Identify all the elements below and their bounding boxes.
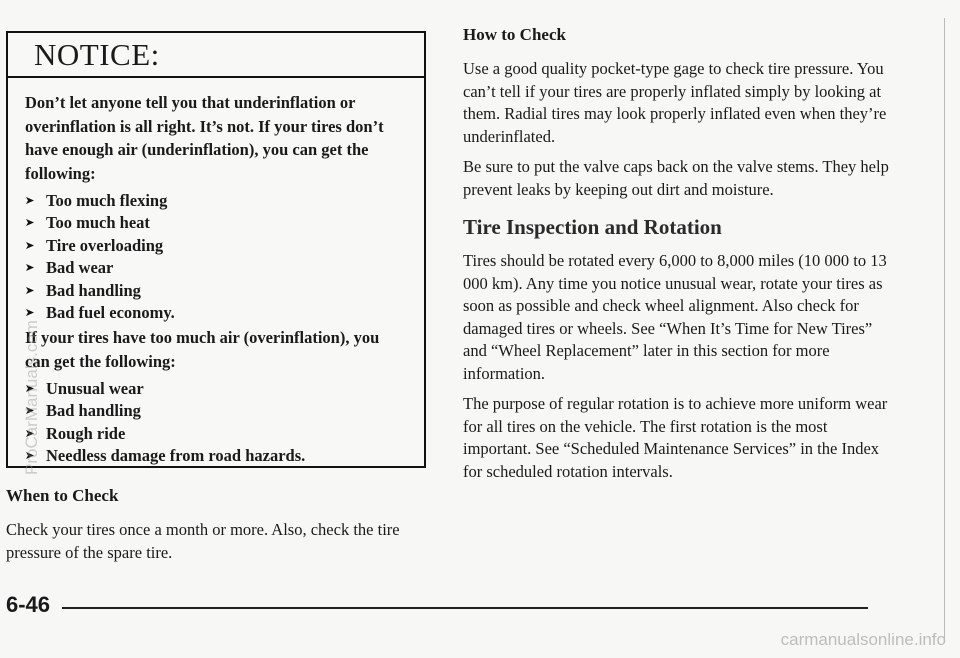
list-item: Rough ride xyxy=(25,422,404,445)
when-to-check-section xyxy=(6,486,426,564)
bullet-icon xyxy=(25,262,35,273)
inspection-para-2: The purpose of regular rotation is to achieve more uniform wear for all tires on the vehicle. The first rotation is the most important. See “Scheduled Maintenance Services” in the Index for scheduled rotation intervals. xyxy=(463,394,888,481)
bottom-watermark: carmanualsonline.info xyxy=(780,630,946,649)
footer-rule xyxy=(62,607,868,609)
when-to-check-text: Check your tires once a month or more. Also, check the tire pressure of the spare tire. xyxy=(6,520,400,562)
list-item: Bad wear xyxy=(25,257,404,280)
when-to-check-heading: When to Check xyxy=(6,486,119,505)
list-item: Unusual wear xyxy=(25,377,404,400)
bullet-icon xyxy=(25,195,35,206)
list-item: Too much flexing xyxy=(25,189,404,212)
how-to-check-para-1: Use a good quality pocket-type gage to check tire pressure. You can’t tell if your tires are properly inflated simply by looking at them. Radial tires may look properly inflated even when they’re underinflated. xyxy=(463,59,887,146)
page-edge-rule xyxy=(944,18,945,638)
inspection-para-1: Tires should be rotated every 6,000 to 8,000 miles (10 000 to 13 000 km). Any time you notice unusual wear, rotate your tires as soon as possible and check wheel alignment. Also check for damaged tires or wheels. See “When It’s Time for New Tires” and “Wheel Replacement” later in this section for more information. xyxy=(463,251,887,383)
underinflation-list xyxy=(25,189,404,324)
how-to-check-para-2: Be sure to put the valve caps back on the valve stems. They help prevent leaks by keeping out dirt and moisture. xyxy=(463,157,889,199)
notice-header xyxy=(8,33,424,78)
list-item: Bad handling xyxy=(25,279,404,302)
list-item: Bad fuel economy. xyxy=(25,302,404,325)
notice-over-intro: If your tires have too much air (overinflation), you can get the following: xyxy=(25,328,380,371)
bullet-icon xyxy=(25,285,35,296)
notice-body xyxy=(8,78,424,467)
notice-intro: Don’t let anyone tell you that underinflation or overinflation is all right. It’s not. If your tires don’t have enough air (underinflation), you can get the following: xyxy=(25,93,384,183)
list-item: Tire overloading xyxy=(25,234,404,257)
list-item: Needless damage from road hazards. xyxy=(25,445,404,468)
list-item: Too much heat xyxy=(25,212,404,235)
inspection-heading: Tire Inspection and Rotation xyxy=(463,215,722,239)
overinflation-list xyxy=(25,377,404,467)
how-to-check-heading: How to Check xyxy=(463,25,566,44)
bullet-icon xyxy=(25,217,35,228)
notice-title: NOTICE: xyxy=(34,36,160,72)
page-number: 6-46 xyxy=(6,592,51,617)
bullet-icon xyxy=(25,240,35,251)
notice-box xyxy=(6,31,426,468)
bullet-icon xyxy=(25,307,35,318)
right-column xyxy=(463,25,893,491)
side-watermark: ProCarManuals.com xyxy=(22,320,41,475)
list-item: Bad handling xyxy=(25,400,404,423)
